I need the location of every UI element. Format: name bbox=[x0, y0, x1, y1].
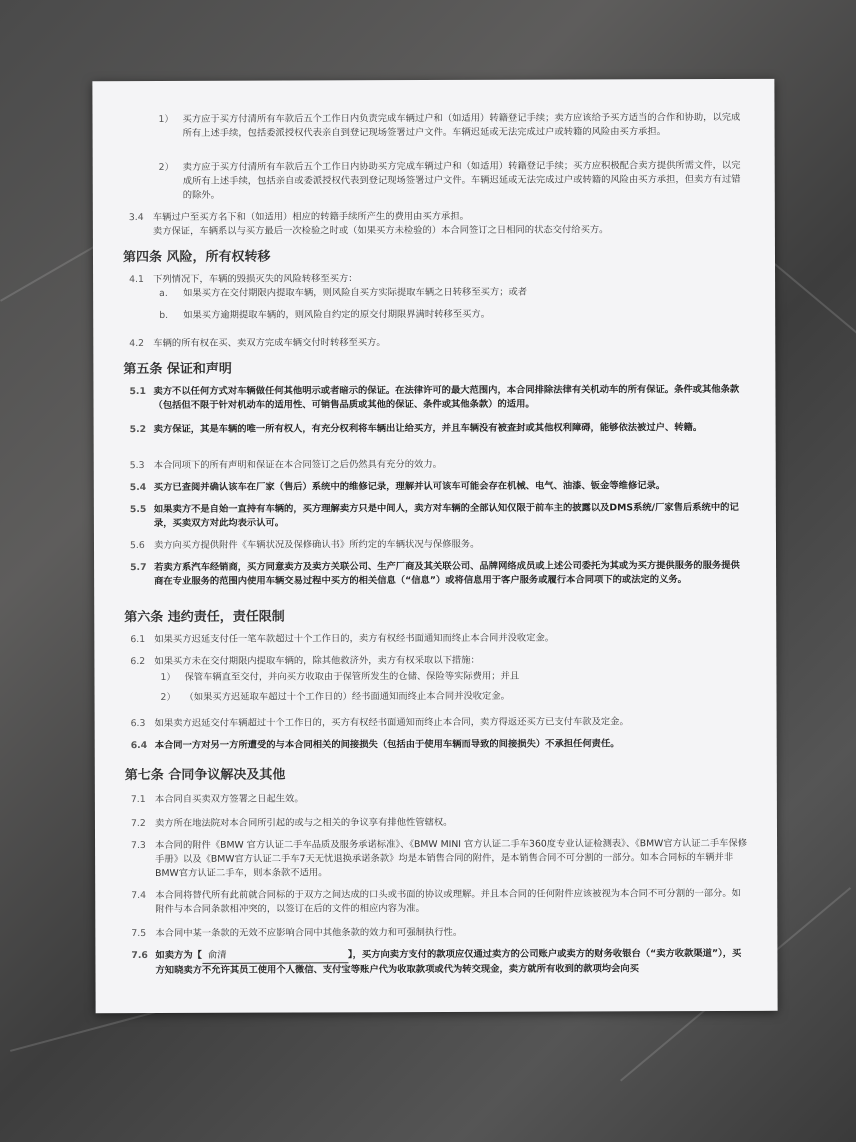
clause-number: 5.3 bbox=[129, 460, 145, 472]
clause-text: 车辆过户至买方名下和（如适用）相应的转籍手续所产生的费用由买方承担。 bbox=[152, 210, 469, 223]
clause-number: 6.4 bbox=[130, 740, 148, 752]
clause-text: 车辆的所有权在买、卖双方完成车辆交付时转移至买方。 bbox=[153, 337, 386, 349]
clause-text: 买方应于买方付清所有车款后五个工作日内负责完成车辆过户和（如适用）转籍登记手续；卖方应该给予买方适当的合作和协助，以完成所有上述手续，包括委派授权代表亲自到登记现场签署过户文件。车辆迟延或无法完成过户或转籍的风险由买方承担。 bbox=[182, 111, 741, 139]
clause-7-6 bbox=[95, 947, 777, 976]
clause-text: 如果买方逾期提取车辆的，则风险自约定的原交付期限界满时转移至买方。 bbox=[183, 308, 491, 321]
clause-number: 7.4 bbox=[131, 890, 147, 902]
clause-text: 如果买方未在交付期限内提取车辆的，除其他救济外，卖方有权采取以下措施： bbox=[154, 654, 480, 667]
clause-7-2 bbox=[95, 815, 777, 830]
clause-6-3 bbox=[95, 715, 777, 730]
clause-text: 卖方不以任何方式对车辆做任何其他明示或者暗示的保证。在法律许可的最大范围内，本合同排除法律有关机动车的所有保证。条件或其他条款（包括但不限于针对机动车的适用性、可销售品质或其他的保证、条件或其他条款）的适用。 bbox=[153, 383, 740, 411]
clause-6-2-1 bbox=[94, 669, 776, 683]
clause-number: 1） bbox=[160, 671, 176, 683]
clause-4-2 bbox=[93, 335, 775, 350]
section-heading-5: 第五条 保证和声明 bbox=[123, 361, 232, 378]
clause-number: 7.3 bbox=[131, 840, 146, 852]
clause-text bbox=[155, 947, 749, 978]
section-heading-7: 第七条 合同争议解决及其他 bbox=[124, 767, 286, 784]
clause-6-1 bbox=[94, 631, 776, 646]
clause-number: 2） bbox=[158, 161, 174, 173]
clause-text: 本合同一方对另一方所遭受的与本合同相关的间接损失（包括由于使用车辆而导致的间接损失）不承担任何责任。 bbox=[154, 738, 620, 751]
clause-number: 7.2 bbox=[130, 818, 146, 830]
clause-number: 4.1 bbox=[129, 274, 144, 286]
clause-2 bbox=[93, 159, 775, 201]
clause-text: 卖方保证，车辆系以与买方最后一次检验之时或（如果买方未检验的）本合同签订之日相同的状态交付给买方。 bbox=[152, 224, 609, 237]
clause-6-2 bbox=[94, 653, 776, 668]
seller-name-field: 俞清 bbox=[202, 948, 348, 964]
clause-5-4 bbox=[94, 479, 776, 494]
clause-1 bbox=[92, 111, 774, 139]
clause-number: 7.6 bbox=[131, 950, 148, 962]
clause-text: 如果卖方迟延交付车辆超过十个工作日的，买方有权经书面通知而终止本合同，卖方得返还买方已支付车款及定金。 bbox=[154, 716, 629, 729]
clause-number: 3.4 bbox=[128, 212, 144, 224]
clause-number: 5.4 bbox=[129, 482, 147, 494]
clause-number: 2） bbox=[160, 691, 176, 703]
clause-text: 本合同中某一条款的无效不应影响合同中其他条款的效力和可强制执行性。 bbox=[155, 926, 463, 939]
clause-5-5 bbox=[94, 501, 776, 529]
clause-4-1 bbox=[93, 271, 775, 286]
clause-text: 卖方所在地法院对本合同所引起的或与之相关的争议享有排他性管辖权。 bbox=[154, 816, 453, 829]
clause-text: 如果卖方不是自始一直持有车辆的，买方理解卖方只是中间人，卖方对车辆的全部认知仅限于前车主的披露以及DMS系统/厂家售后系统中的记录，买卖双方对此均表示认可。 bbox=[153, 501, 739, 529]
clause-number: 5.6 bbox=[129, 540, 145, 552]
clause-number: 5.1 bbox=[129, 386, 146, 398]
clause-number: 4.2 bbox=[129, 338, 145, 350]
clause-text: （如果买方迟延取车超过十个工作日的）经书面通知而终止本合同并没收定金。 bbox=[184, 690, 510, 703]
clause-text: 保管车辆直至交付，并向买方收取由于保管所发生的仓储、保险等实际费用；并且 bbox=[184, 670, 520, 683]
clause-5-2 bbox=[94, 421, 776, 436]
clause-6-2-2 bbox=[95, 689, 777, 703]
clause-text: 卖方向买方提供附件《车辆状况及保修确认书》所约定的车辆状况与保修服务。 bbox=[153, 538, 480, 551]
clause-text: 卖方保证，其是车辆的唯一所有权人，有充分权利将车辆出让给买方，并且车辆没有被查封或其他权利障碍，能够依法被过户、转籍。 bbox=[153, 422, 703, 435]
clause-text: 若卖方系汽车经销商，买方同意卖方及卖方关联公司、生产厂商及其关联公司、品牌网络成员或上述公司委托为其或为买方提供服务的服务提供商在专业服务的范围内使用车辆交易过程中买方的相关信息（“信息”）或将信息用于客户服务或履行本合同项下的或法定的义务。 bbox=[154, 559, 740, 587]
clause-6-4 bbox=[95, 737, 777, 752]
clause-number: 7.5 bbox=[131, 928, 147, 940]
clause-text: 下列情况下，车辆的毁损灭失的风险转移至买方： bbox=[153, 273, 358, 285]
clause-text: 如果买方在交付期限内提取车辆，则风险自买方实际提取车辆之日转移至买方；或者 bbox=[183, 286, 528, 299]
clause-number: 6.3 bbox=[130, 718, 146, 730]
clause-5-6 bbox=[94, 537, 776, 552]
clause-number: 7.1 bbox=[130, 794, 146, 806]
clause-5-1 bbox=[93, 383, 775, 411]
clause-5-3 bbox=[94, 457, 776, 472]
clause-text: 本合同将替代所有此前就合同标的于双方之间达成的口头或书面的协议或理解。并且本合同的任何附件应该被视为本合同不可分割的一部分。如附件与本合同条款相冲突的，以签订在后的文件的相应内容为准。 bbox=[155, 887, 741, 915]
clause-text: 如果买方迟延支付任一笔车款超过十个工作日的，卖方有权经书面通知而终止本合同并没收定金。 bbox=[154, 632, 555, 645]
clause-5-7 bbox=[94, 559, 776, 587]
clause-7-5 bbox=[95, 925, 777, 940]
clause-number: 5.7 bbox=[130, 562, 147, 574]
clause-text: 本合同的附件《BMW 官方认证二手车品质及服务承诺标准》、《BMW MINI 官方认证二手车360度专业认证检测表》、《BMW官方认证二手车保修手册》以及《BMW官方认证二手车7天无忧退换承诺条款》均是本销售合同的附件，是本销售合同不可分割的一部分。如本合同标的车辆并非BMW官方认证二手车，则本条款不适用。 bbox=[155, 837, 748, 879]
clause-number: 6.1 bbox=[130, 634, 146, 646]
clause-number: b. bbox=[159, 309, 169, 321]
section-heading-4: 第四条 风险，所有权转移 bbox=[122, 249, 271, 266]
contract-page bbox=[92, 79, 777, 1013]
clause-number: 6.2 bbox=[130, 656, 146, 668]
clause-7-1 bbox=[95, 791, 777, 806]
clause-number: a. bbox=[159, 287, 168, 299]
clause-text: 买方已查阅并确认该车在厂家（售后）系统中的维修记录，理解并认可该车可能会存在机械、电气、油漆、钣金等维修记录。 bbox=[153, 480, 666, 493]
clause-text: 本合同项下的所有声明和保证在本合同签订之后仍然具有充分的效力。 bbox=[153, 458, 442, 471]
clause-7-4 bbox=[95, 887, 777, 915]
clause-number: 5.2 bbox=[129, 424, 147, 436]
clause-number: 5.5 bbox=[129, 504, 147, 516]
clause-4-1-b bbox=[93, 307, 775, 321]
clause-prefix: 如卖方为【 bbox=[155, 949, 202, 961]
section-heading-6: 第六条 违约责任，责任限制 bbox=[124, 609, 285, 626]
clause-number: 1） bbox=[158, 113, 174, 125]
clause-text: 卖方应于买方付清所有车款后五个工作日内协助买方完成车辆过户和（如适用）转籍登记手续；买方应积极配合卖方提供所需文件，以完成所有上述手续，包括亲自或委派授权代表到登记现场签署过户文件。车辆迟延或无法完成过户或转籍的风险由买方承担，但卖方有过错的除外。 bbox=[182, 159, 741, 201]
clause-3-4 bbox=[93, 209, 775, 224]
clause-body: 】，买方向卖方支付的款项应仅通过卖方的公司账户或卖方的财务收银台（“卖方收款渠道”），买方知晓卖方不允许其员工使用个人微信、支付宝等账户代为收取款项或代为转交现金，卖方就所有收到的款项均会向买 bbox=[155, 947, 742, 976]
clause-7-3 bbox=[95, 837, 777, 879]
clause-text: 本合同自买卖双方签署之日起生效。 bbox=[154, 793, 304, 805]
